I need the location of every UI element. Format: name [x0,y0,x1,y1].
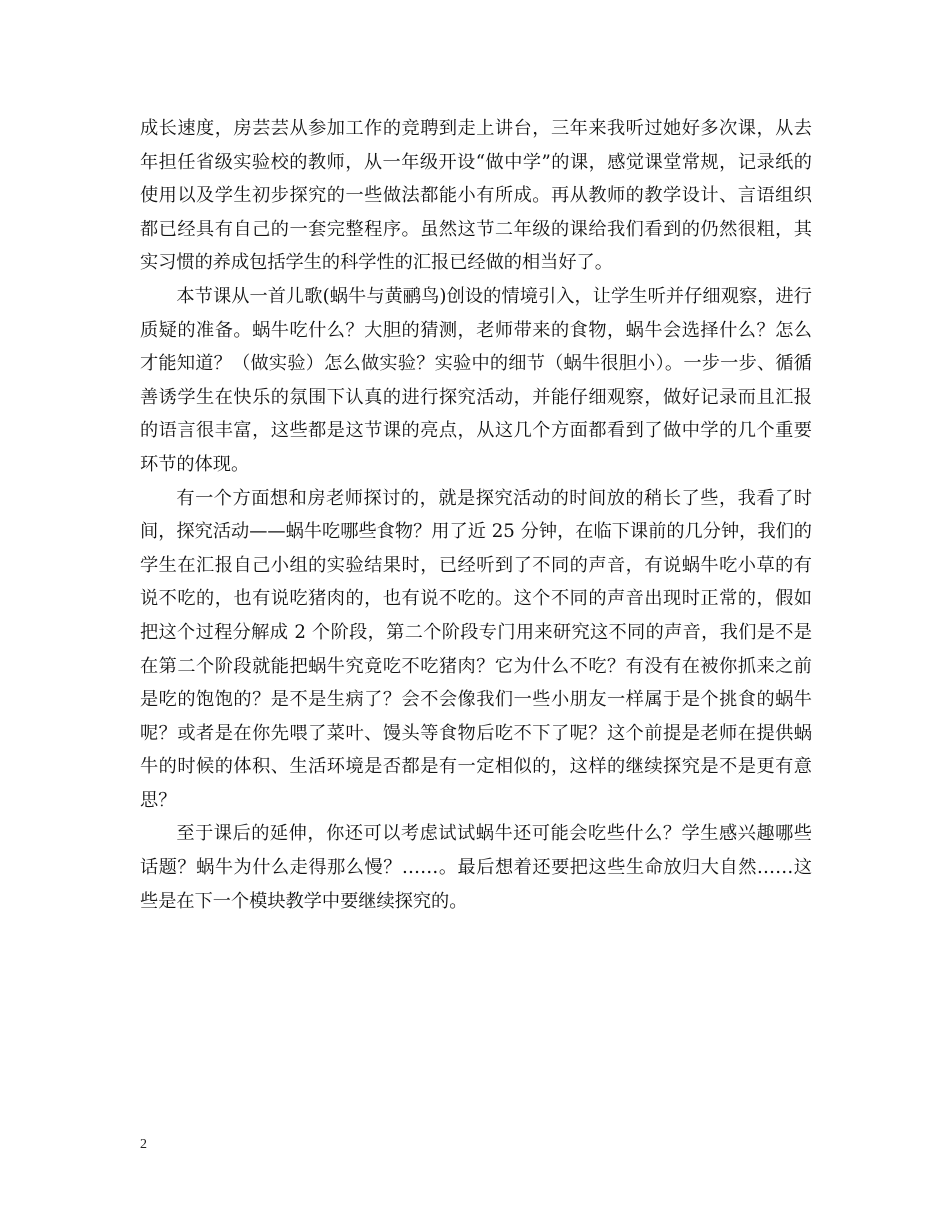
paragraph-1: 成长速度，房芸芸从参加工作的竞聘到走上讲台，三年来我听过她好多次课，从去年担任省级实验校的教师，从一年级开设“做中学”的课，感觉课堂常规，记录纸的使用以及学生初步探究的一些做法都能小有所成。再从教师的教学设计、言语组织都已经具有自己的一套完整程序。虽然这节二年级的课给我们看到的仍然很粗，其实习惯的养成包括学生的科学性的汇报已经做的相当好了。 [140,118,812,274]
page-number: 2 [140,1137,147,1152]
body-text [140,112,812,918]
paragraph-2: 本节课从一首儿歌(蜗牛与黄鹂鸟)创设的情境引入，让学生听并仔细观察，进行质疑的准备。蜗牛吃什么？大胆的猜测，老师带来的食物，蜗牛会选择什么？怎么才能知道？（做实验）怎么做实验？实验中的细节（蜗牛很胆小）。一步一步、循循善诱学生在快乐的氛围下认真的进行探究活动，并能仔细观察，做好记录而且汇报的语言很丰富，这些都是这节课的亮点，从这几个方面都看到了做中学的几个重要环节的体现。 [140,285,812,475]
paragraph-3: 有一个方面想和房老师探讨的，就是探究活动的时间放的稍长了些，我看了时间，探究活动——蜗牛吃哪些食物？用了近 25 分钟，在临下课前的几分钟，我们的学生在汇报自己小组的实验结果时，已经听到了不同的声音，有说蜗牛吃小草的有说不吃的，也有说吃猪肉的，也有说不吃的。这个不同的声音出现时正常的，假如把这个过程分解成 2 个阶段，第二个阶段专门用来研究这不同的声音，我们是不是在第二个阶段就能把蜗牛究竟吃不吃猪肉？它为什么不吃？有没有在被你抓来之前是吃的饱饱的？是不是生病了？会不会像我们一些小朋友一样属于是个挑食的蜗牛呢？或者是在你先喂了菜叶、馒头等食物后吃不下了呢？这个前提是老师在提供蜗牛的时候的体积、生活环境是否都是有一定相似的，这样的继续探究是不是更有意思？ [140,487,812,811]
paragraph-4: 至于课后的延伸，你还可以考虑试试蜗牛还可能会吃些什么？学生感兴趣哪些话题？蜗牛为什么走得那么慢？……。最后想着还要把这些生命放归大自然……这些是在下一个模块教学中要继续探究的。 [140,823,812,912]
